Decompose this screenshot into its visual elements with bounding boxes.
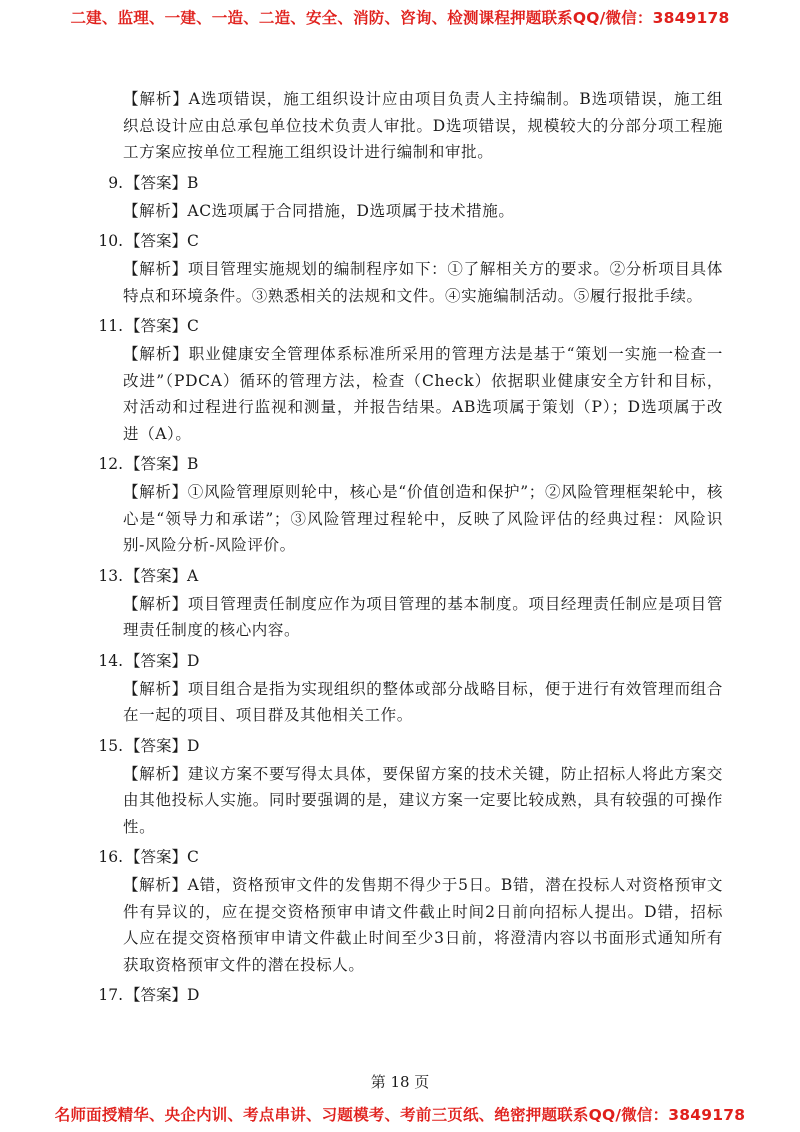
answer-list — [93, 170, 723, 1009]
explanation-text: 【解析】A错，资格预审文件的发售期不得少于5日。B错，潜在投标人对资格预审文件有异议的，应在提交资格预审申请文件截止时间2日前向招标人提出。D错，招标人应在提交资格预审申请文件截止时间至少3日前，将澄清内容以书面形式通知所有获取资格预审文件的潜在投标人。 — [123, 876, 723, 974]
answer-content — [93, 86, 723, 1010]
answer-item — [93, 228, 723, 309]
answer-line — [93, 648, 713, 674]
explanation-text: 【解析】职业健康安全管理体系标准所采用的管理方法是基于“策划一实施一检查一改进”（PDCA）循环的管理方法，检查（Check）依据职业健康安全方针和目标，对活动和过程进行监视和测量，并报告结果。AB选项属于策划（P）；D选项属于改进（A）。 — [123, 345, 723, 443]
answer-label: 【答案】C — [125, 232, 199, 250]
explanation-text: 【解析】项目组合是指为实现组织的整体或部分战略目标，便于进行有效管理而组合在一起的项目、项目群及其他相关工作。 — [123, 679, 723, 724]
answer-label: 【答案】C — [125, 317, 199, 335]
answer-line — [93, 733, 713, 759]
answer-line — [93, 170, 713, 196]
page-number: 第 18 页 — [370, 1073, 430, 1091]
answer-label: 【答案】D — [125, 736, 200, 755]
answer-item — [93, 844, 723, 978]
question-number: 11. — [98, 317, 123, 335]
question-number: 10. — [98, 232, 123, 250]
answer-item — [93, 170, 713, 225]
question-number: 16. — [98, 848, 123, 866]
answer-item — [93, 451, 723, 559]
answer-label: 【答案】D — [125, 651, 200, 670]
answer-item — [93, 982, 713, 1008]
answer-label: 【答案】B — [125, 173, 199, 192]
answer-item — [93, 648, 723, 729]
explanation-text: 【解析】项目管理实施规划的编制程序如下：①了解相关方的要求。②分析项目具体特点和环境条件。③熟悉相关的法规和文件。④实施编制活动。⑤履行报批手续。 — [123, 260, 723, 305]
answer-line — [93, 563, 713, 589]
footer-banner: 名师面授精华、央企内训、考点串讲、习题模考、考前三页纸、绝密押题联系QQ/微信：3849178 — [54, 1106, 746, 1124]
question-number: 9. — [108, 173, 123, 192]
question-number: 12. — [98, 455, 123, 473]
explanation-text: 【解析】项目管理责任制度应作为项目管理的基本制度。项目经理责任制应是项目管理责任制度的核心内容。 — [123, 594, 723, 639]
question-number: 13. — [98, 566, 123, 585]
answer-item — [93, 733, 723, 841]
answer-label: 【答案】C — [125, 848, 199, 866]
answer-item — [93, 313, 723, 447]
answer-line — [93, 844, 713, 870]
answer-label: 【答案】D — [125, 986, 200, 1004]
lead-explanation: 【解析】A选项错误，施工组织设计应由项目负责人主持编制。B选项错误，施工组织总设计应由总承包单位技术负责人审批。D选项错误，规模较大的分部分项工程施工方案应按单位工程施工组织设计进行编制和审批。 — [123, 90, 723, 161]
question-number: 15. — [98, 736, 123, 755]
explanation-text: 【解析】AC选项属于合同措施，D选项属于技术措施。 — [123, 201, 515, 220]
answer-line — [93, 451, 713, 477]
answer-line — [93, 228, 713, 254]
header-banner: 二建、监理、一建、一造、二造、安全、消防、咨询、检测课程押题联系QQ/微信：3849178 — [70, 9, 730, 27]
answer-line — [93, 982, 713, 1008]
answer-line — [93, 313, 713, 339]
question-number: 14. — [98, 651, 123, 670]
answer-label: 【答案】A — [125, 566, 199, 585]
question-number: 17. — [98, 986, 123, 1004]
answer-label: 【答案】B — [125, 455, 199, 473]
answer-item — [93, 563, 723, 644]
explanation-text: 【解析】建议方案不要写得太具体，要保留方案的技术关键，防止招标人将此方案交由其他投标人实施。同时要强调的是，建议方案一定要比较成熟，具有较强的可操作性。 — [123, 764, 723, 836]
explanation-text: 【解析】①风险管理原则轮中，核心是“价值创造和保护”；②风险管理框架轮中，核心是“领导力和承诺”；③风险管理过程轮中，反映了风险评估的经典过程：风险识别-风险分析-风险评价。 — [123, 483, 723, 554]
